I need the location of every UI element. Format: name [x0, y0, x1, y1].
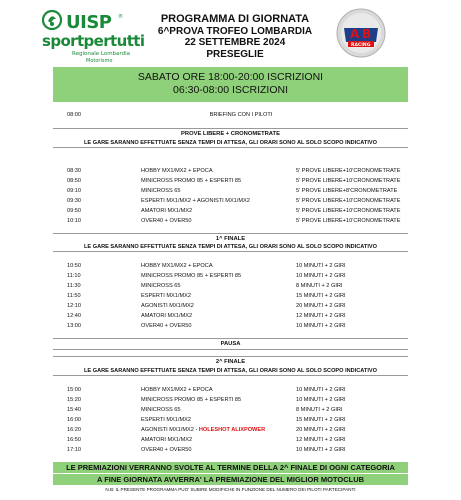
row-time: 09:50	[67, 208, 81, 214]
row-time: 08:00	[67, 112, 81, 118]
motoclub-banner: A FINE GIORNATA AVVERRA' LA PREMIAZIONE DEL MIGLIOR MOTOCLUB	[53, 474, 408, 485]
region-label: Regionale Lombardia	[72, 51, 130, 57]
footnote: N.B: IL PRESENTE PROGRAMMA PUO' SUBIRE MODIFICHE IN FUNZIONE DEL NUMERO DEI PILOTI PARTECIPANTI	[105, 487, 356, 492]
uisp-logo	[42, 10, 162, 62]
row-time: 09:30	[67, 198, 81, 204]
row-race: AMATORI MX1/MX2	[141, 437, 193, 443]
row-time: 09:10	[67, 188, 81, 194]
row-format: 5' PROVE LIBERE+8'CRONOMETRATE	[296, 188, 398, 194]
row-format: 5' PROVE LIBERE+10'CRONOMETRATE	[296, 168, 401, 174]
row-time: 15:00	[67, 387, 81, 393]
row-format: 10 MINUTI + 2 GIRI	[296, 263, 346, 269]
registered-mark: ®	[118, 14, 123, 20]
row-time: 15:40	[67, 407, 81, 413]
row-format: 10 MINUTI + 2 GIRI	[296, 397, 346, 403]
page-header	[0, 0, 461, 64]
schedule-row	[53, 271, 408, 281]
race-name: AGONISTI MX1/MX2 -	[141, 427, 199, 433]
briefing-label: BRIEFING CON I PILOTI	[209, 112, 273, 118]
title-line: 6^PROVA TROFEO LOMBARDIA	[157, 25, 313, 37]
section-notice: LE GARE SARANNO EFFETTUATE SENZA TEMPI DI ATTESA, GLI ORARI SONO AL SOLO SCOPO INDICATIVO	[53, 242, 408, 252]
row-time: 08:30	[67, 168, 81, 174]
row-format: 15 MINUTI + 2 GIRI	[296, 293, 346, 299]
svg-text:RACING: RACING	[351, 43, 371, 48]
row-format: 5' PROVE LIBERE+10'CRONOMETRATE	[296, 178, 401, 184]
row-time: 10:50	[67, 263, 81, 269]
row-format: 10 MINUTI + 2 GIRI	[296, 387, 346, 393]
row-race: AGONISTI MX1/MX2	[141, 303, 194, 309]
briefing-row	[53, 110, 408, 120]
row-race: HOBBY MX1/MX2 + EPOCA	[141, 168, 213, 174]
row-race: MINICROSS 65	[141, 407, 181, 413]
row-time: 11:10	[67, 273, 81, 279]
section-notice: LE GARE SARANNO EFFETTUATE SENZA TEMPI DI ATTESA, GLI ORARI SONO AL SOLO SCOPO INDICATIVO	[53, 138, 408, 148]
row-time: 16:50	[67, 437, 81, 443]
row-format: 5' PROVE LIBERE+10'CRONOMETRATE	[296, 218, 401, 224]
row-format: 8 MINUTI + 2 GIRI	[296, 407, 343, 413]
row-race: MINICROSS 65	[141, 188, 181, 194]
title-line: PRESEGLIE	[206, 48, 264, 60]
row-time: 11:50	[67, 293, 81, 299]
schedule-row	[53, 291, 408, 301]
schedule-row	[53, 415, 408, 425]
schedule-row	[53, 405, 408, 415]
schedule-row	[53, 395, 408, 405]
schedule-row	[53, 301, 408, 311]
row-time: 16:20	[67, 427, 81, 433]
row-time: 13:00	[67, 323, 81, 329]
schedule-row	[53, 425, 408, 435]
schedule-row	[53, 321, 408, 331]
section-title: PROVE LIBERE + CRONOMETRATE	[53, 128, 408, 138]
section-title: 1^ FINALE	[53, 233, 408, 243]
registration-line: SABATO ORE 18:00-20:00 ISCRIZIONI	[137, 71, 324, 83]
row-race: ESPERTI MX1/MX2 + AGONISTI MX1/MX2	[141, 198, 250, 204]
schedule-row	[53, 311, 408, 321]
row-race: ESPERTI MX1/MX2	[141, 417, 191, 423]
registration-line: 06:30-08:00 ISCRIZIONI	[173, 84, 288, 96]
row-time: 12:10	[67, 303, 81, 309]
schedule-row	[53, 216, 408, 226]
svg-text:A: A	[350, 27, 360, 41]
section-notice: LE GARE SARANNO EFFETTUATE SENZA TEMPI DI ATTESA, GLI ORARI SONO AL SOLO SCOPO INDICATIVO	[53, 366, 408, 376]
row-format: 10 MINUTI + 2 GIRI	[296, 447, 346, 453]
schedule-row	[53, 385, 408, 395]
title-line: 22 SETTEMBRE 2024	[184, 37, 286, 48]
row-race: OVER40 + OVER50	[141, 447, 192, 453]
row-format: 15 MINUTI + 2 GIRI	[296, 417, 346, 423]
row-race: MINICROSS PROMO 85 + ESPERTI 85	[141, 178, 242, 184]
ab-racing-logo	[336, 8, 386, 58]
pause-label: PAUSA	[53, 338, 408, 350]
section-title: 2^ FINALE	[53, 356, 408, 366]
row-race: MINICROSS PROMO 85 + ESPERTI 85	[141, 273, 242, 279]
row-format: 20 MINUTI + 2 GIRI	[296, 427, 346, 433]
row-race: OVER40 + OVER50	[141, 218, 192, 224]
schedule-row	[53, 206, 408, 216]
row-format: 12 MINUTI + 2 GIRI	[296, 437, 346, 443]
sector-label: Motorismo	[86, 58, 113, 64]
row-format: 8 MINUTI + 2 GIRI	[296, 283, 343, 289]
schedule-row	[53, 281, 408, 291]
row-time: 10:10	[67, 218, 81, 224]
row-time: 12:40	[67, 313, 81, 319]
awards-banner: LE PREMIAZIONI VERRANNO SVOLTE AL TERMINE DELLA 2^ FINALE DI OGNI CATEGORIA	[53, 462, 408, 473]
program-title	[150, 14, 320, 60]
row-time: 17:10	[67, 447, 81, 453]
row-race	[141, 425, 265, 435]
schedule-row	[53, 196, 408, 206]
row-format: 5' PROVE LIBERE+10'CRONOMETRATE	[296, 208, 401, 214]
uisp-wordmark: UISP	[66, 12, 112, 33]
row-race: AMATORI MX1/MX2	[141, 313, 193, 319]
row-time: 16:00	[67, 417, 81, 423]
schedule-row	[53, 166, 408, 176]
row-format: 10 MINUTI + 2 GIRI	[296, 323, 346, 329]
row-format: 5' PROVE LIBERE+10'CRONOMETRATE	[296, 198, 401, 204]
row-time: 08:50	[67, 178, 81, 184]
uisp-emblem-icon	[42, 10, 62, 30]
row-race: OVER40 + OVER50	[141, 323, 192, 329]
row-race: HOBBY MX1/MX2 + EPOCA	[141, 387, 213, 393]
schedule-row	[53, 176, 408, 186]
schedule-row	[53, 435, 408, 445]
schedule-row	[53, 186, 408, 196]
sportpertutti-wordmark: sportpertutti	[42, 32, 145, 50]
svg-text:B: B	[362, 27, 372, 41]
row-time: 11:30	[67, 283, 81, 289]
row-race: MINICROSS PROMO 85 + ESPERTI 85	[141, 397, 242, 403]
row-race: AMATORI MX1/MX2	[141, 208, 193, 214]
row-format: 10 MINUTI + 2 GIRI	[296, 273, 346, 279]
row-race: MINICROSS 65	[141, 283, 181, 289]
row-race: HOBBY MX1/MX2 + EPOCA	[141, 263, 213, 269]
title-line: PROGRAMMA DI GIORNATA	[160, 13, 310, 25]
schedule-row	[53, 261, 408, 271]
holeshot-highlight: HOLESHOT ALIXPOWER	[198, 427, 266, 433]
row-format: 12 MINUTI + 2 GIRI	[296, 313, 346, 319]
row-format: 20 MINUTI + 2 GIRI	[296, 303, 346, 309]
schedule-row	[53, 445, 408, 455]
row-race: ESPERTI MX1/MX2	[141, 293, 191, 299]
row-time: 15:20	[67, 397, 81, 403]
registration-banner	[53, 67, 408, 102]
